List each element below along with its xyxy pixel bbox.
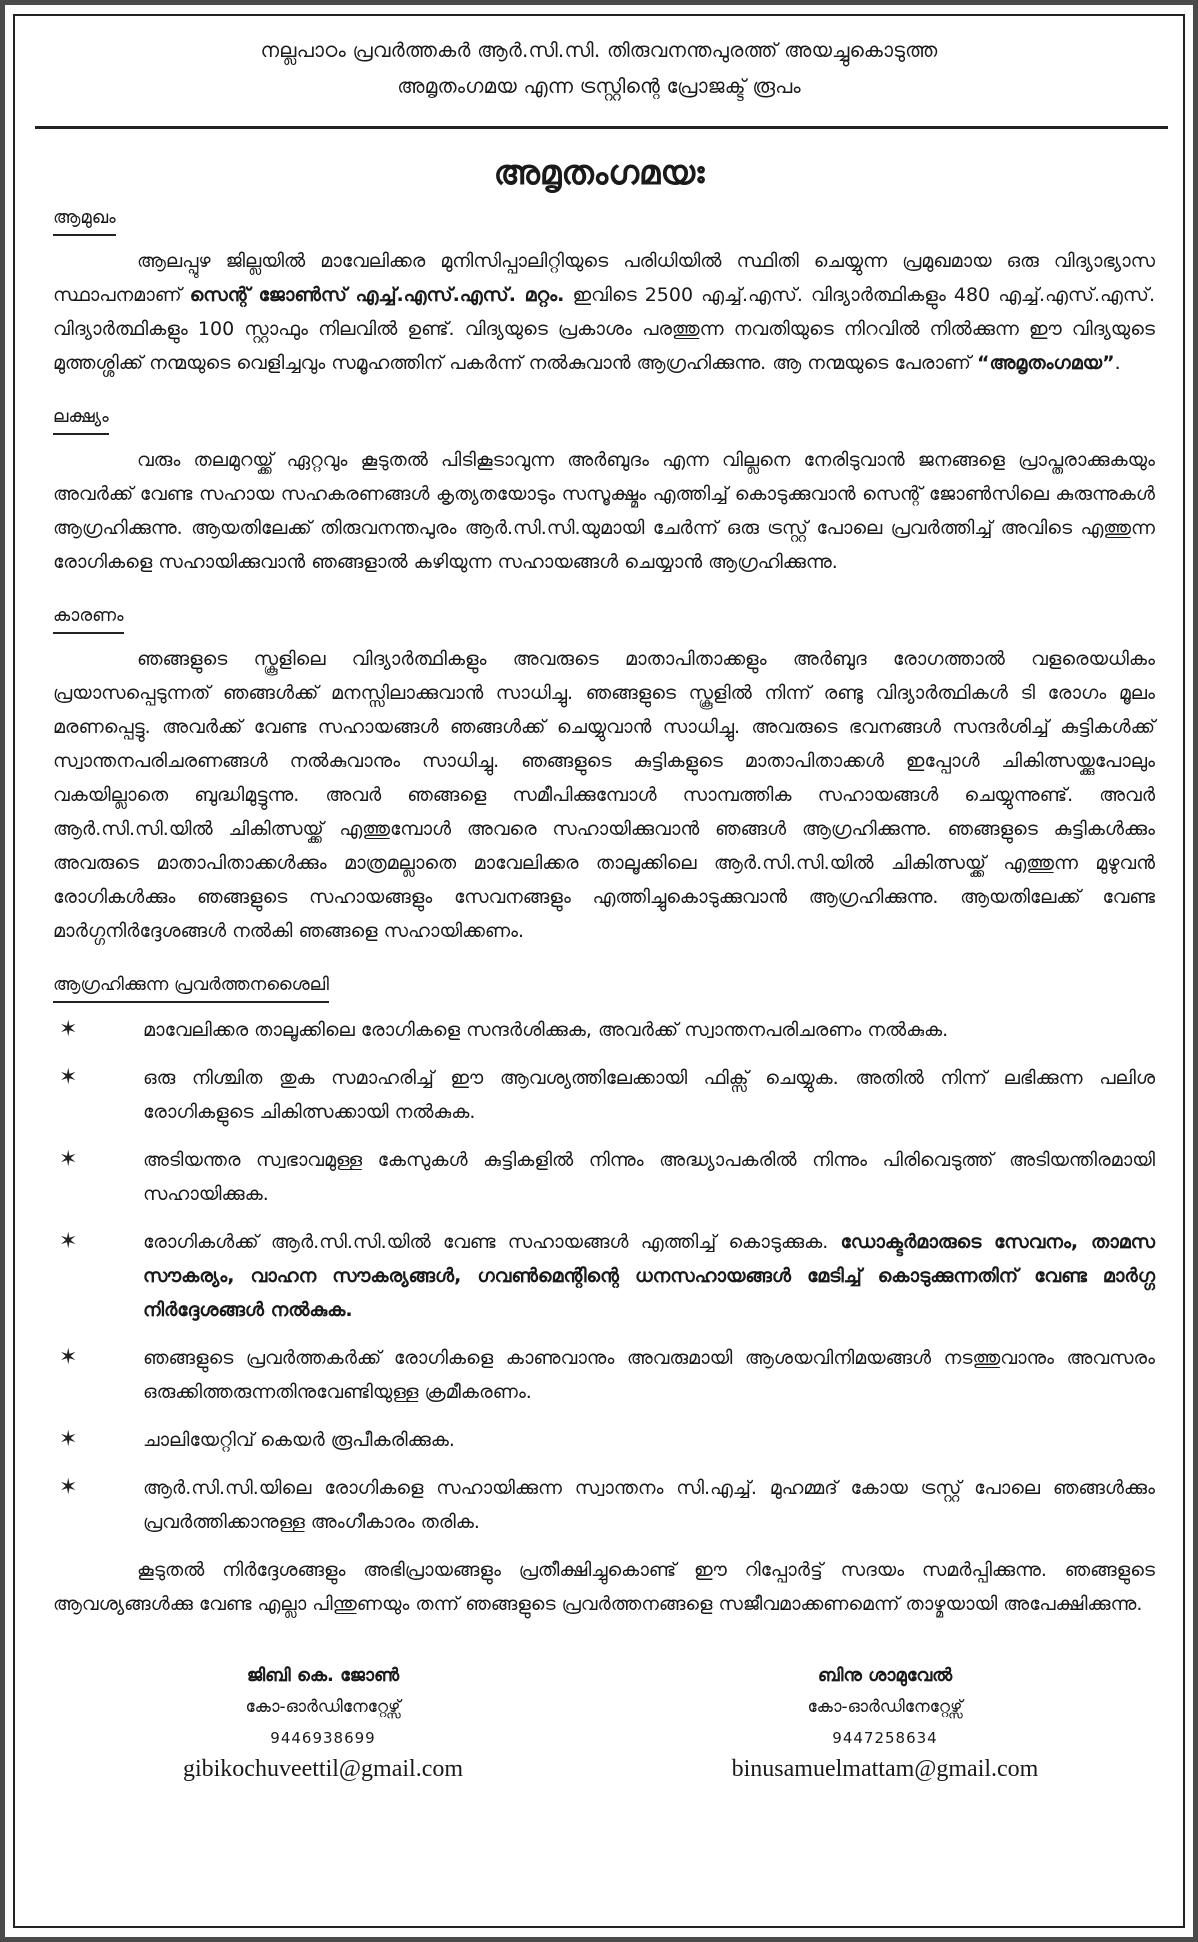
intro-paragraph	[53, 244, 1155, 380]
document-border	[13, 14, 1185, 1928]
list-item	[53, 1013, 1155, 1047]
star-bullet-icon: ✶	[59, 1147, 78, 1172]
star-bullet-icon: ✶	[59, 1345, 78, 1370]
star-bullet-icon: ✶	[59, 1475, 78, 1500]
section-method	[53, 962, 1155, 1539]
list-item-text	[143, 1423, 1155, 1457]
signatory-name: ജിബി കെ. ജോൺ	[246, 1665, 400, 1686]
signature-block	[53, 1661, 1155, 1785]
item-bold-text: ഡോക്ടർമാരുടെ സേവനം, താമസ സൗകര്യം, വാഹന സൗകര്യങ്ങൾ, ഗവൺമെന്റിന്റെ ധനസഹായങ്ങൾ മേടിച്ച് കൊടുക്കുന്നതിന് വേണ്ട മാർഗ്ഗ നിർദ്ദേശങ്ങൾ നൽകുക.	[143, 1231, 1155, 1321]
intro-text-b: ഇവിടെ 2500 എച്ച്.എസ്. വിദ്യാർത്ഥികളും 480 എച്ച്.എസ്.എസ്. വിദ്യാർത്ഥികളും 100 സ്റ്റാഫും നിലവിൽ ഉണ്ട്. വിദ്യയുടെ പ്രകാശം പരത്തുന്ന നവതിയുടെ നിറവിൽ നിൽക്കുന്ന ഈ വിദ്യയുടെ മുത്തശ്ശിക്ക് നന്മയുടെ വെളിച്ചവും സമൂഹത്തിന് പകർന്ന് നൽകുവാൻ ആഗ്രഹിക്കുന്നു. ആ നന്മയുടെ പേരാണ്	[53, 284, 1155, 374]
list-item-text	[143, 1471, 1155, 1539]
section-intro	[53, 195, 1155, 380]
section-goal	[53, 394, 1155, 579]
school-name: സെന്റ് ജോൺസ് എച്ച്.എസ്.എസ്. മറ്റം.	[189, 284, 565, 306]
intro-text-c: .	[1114, 352, 1121, 374]
method-list	[53, 1013, 1155, 1539]
item-text: രോഗികൾക്ക് ആർ.സി.സി.യിൽ വേണ്ട സഹായങ്ങൾ എത്തിച്ച് കൊടുക്കുക.	[143, 1231, 841, 1253]
document-header	[15, 16, 1183, 104]
star-bullet-icon: ✶	[59, 1427, 78, 1452]
signatory-right	[675, 1661, 1095, 1785]
list-item	[53, 1423, 1155, 1457]
goal-paragraph: വരും തലമുറയ്ക്ക് ഏറ്റവും കൂടുതൽ പിടികൂടാവുന്ന അർബുദം എന്ന വില്ലനെ നേരിടുവാൻ ജനങ്ങളെ പ്രാപ്തരാക്കുകയും അവർക്ക് വേണ്ട സഹായ സഹകരണങ്ങൾ കൃത്യതയോടും സസൂക്ഷ്മം എത്തിച്ച് കൊടുക്കുവാൻ സെന്റ് ജോൺസിലെ കുരുന്നുകൾ ആഗ്രഹിക്കുന്നു. ആയതിലേക്ക് തിരുവനന്തപുരം ആർ.സി.സി.യുമായി ചേർന്ന് ഒരു ട്രസ്റ്റ് പോലെ പ്രവർത്തിച്ച് അവിടെ എത്തുന്ന രോഗികളെ സഹായിക്കുവാൻ ഞങ്ങളാൽ കഴിയുന്ന സഹായങ്ങൾ ചെയ്യാൻ ആഗ്രഹിക്കുന്നു.	[53, 449, 1155, 573]
scanned-page	[5, 5, 1193, 1937]
list-item-text	[143, 1013, 1155, 1047]
project-name-quote: “അമൃതംഗമയ”	[976, 352, 1115, 374]
document-body	[15, 195, 1183, 1785]
document-title: അമൃതംഗമയഃ	[493, 153, 705, 193]
list-item-text	[143, 1061, 1155, 1129]
list-item	[53, 1341, 1155, 1409]
list-item-text	[143, 1225, 1155, 1327]
reason-paragraph: ഞങ്ങളുടെ സ്കൂളിലെ വിദ്യാർത്ഥികളും അവരുടെ മാതാപിതാക്കളും അർബുദ രോഗത്താൽ വളരെയധികം പ്രയാസപ്പെടുന്നത് ഞങ്ങൾക്ക് മനസ്സിലാക്കുവാൻ സാധിച്ചു. ഞങ്ങളുടെ സ്കൂളിൽ നിന്ന് രണ്ടു വിദ്യാർത്ഥികൾ ടി രോഗം മൂലം മരണപ്പെട്ടു. അവർക്ക് വേണ്ട സഹായങ്ങൾ ഞങ്ങൾക്ക് ചെയ്യുവാൻ സാധിച്ചു. അവരുടെ ഭവനങ്ങൾ സന്ദർശിച്ച് കുട്ടികൾക്ക് സ്വാന്തനപരിചരണങ്ങൾ നൽകുവാനും സാധിച്ചു. ഞങ്ങളുടെ കുട്ടികളുടെ മാതാപിതാക്കൾ ഇപ്പോൾ ചികിത്സയ്ക്കുപോലും വകയില്ലാതെ ബുദ്ധിമുട്ടുന്നു. അവർ ഞങ്ങളെ സമീപിക്കുമ്പോൾ സാമ്പത്തിക സഹായങ്ങൾ ചെയ്യുന്നുണ്ട്. അവർ ആർ.സി.സി.യിൽ ചികിത്സയ്ക്ക് എത്തുമ്പോൾ അവരെ സഹായിക്കുവാൻ ഞങ്ങൾ ആഗ്രഹിക്കുന്നു. ഞങ്ങളുടെ കുട്ടികൾക്കും അവരുടെ മാതാപിതാക്കൾക്കും മാത്രമല്ലാതെ മാവേലിക്കര താലൂക്കിലെ ആർ.സി.സി.യിൽ ചികിത്സയ്ക്ക് എത്തുന്ന മുഴുവൻ രോഗികൾക്കും ഞങ്ങളുടെ സഹായങ്ങളും സേവനങ്ങളും എത്തിച്ചുകൊടുക്കുവാൻ ആഗ്രഹിക്കുന്നു. ആയതിലേക്ക് വേണ്ട മാർഗ്ഗനിർദ്ദേശങ്ങൾ നൽകി ഞങ്ങളെ സഹായിക്കണം.	[53, 648, 1155, 942]
star-bullet-icon: ✶	[59, 1065, 78, 1090]
item-text: ആർ.സി.സി.യിലെ രോഗികളെ സഹായിക്കുന്ന സ്വാന്തനം സി.എച്ച്. മുഹമ്മദ് കോയ ട്രസ്റ്റ് പോലെ ഞങ്ങൾക്കും പ്രവർത്തിക്കാനുള്ള അംഗീകാരം തരിക.	[143, 1477, 1155, 1533]
closing-paragraph: കൂടുതൽ നിർദ്ദേശങ്ങളും അഭിപ്രായങ്ങളും പ്രതീക്ഷിച്ചുകൊണ്ട് ഈ റിപ്പോർട്ട് സദയം സമർപ്പിക്കുന്നു. ഞങ്ങളുടെ ആവശ്യങ്ങൾക്കു വേണ്ട എല്ലാ പിന്തുണയും തന്ന് ഞങ്ങളുടെ പ്രവർത്തനങ്ങളെ സജീവമാക്കണമെന്ന് താഴ്മയായി അപേക്ഷിക്കുന്നു.	[53, 1559, 1155, 1615]
section-heading-method: ആഗ്രഹിക്കുന്ന പ്രവർത്തനശൈലി	[53, 972, 329, 1003]
header-line-1: നല്ലപാഠം പ്രവർത്തകർ ആർ.സി.സി. തിരുവനന്തപുരത്ത് അയച്ചുകൊടുത്ത	[260, 38, 938, 62]
signatory-phone: 9447258634	[832, 1729, 938, 1747]
section-reason	[53, 593, 1155, 948]
item-text: ചാലിയേറ്റിവ് കെയർ രൂപീകരിക്കുക.	[143, 1429, 455, 1451]
item-text: ഒരു നിശ്ചിത തുക സമാഹരിച്ച് ഈ ആവശ്യത്തിലേക്കായി ഫിക്സ് ചെയ്യുക. അതിൽ നിന്ന് ലഭിക്കുന്ന പലിശ രോഗികളുടെ ചികിത്സക്കായി നൽകുക.	[143, 1067, 1155, 1123]
signatory-left	[113, 1661, 533, 1785]
list-item	[53, 1061, 1155, 1129]
signatory-role: കോ-ഓർഡിനേറ്റേഴ്സ്	[807, 1697, 963, 1717]
section-heading-goal: ലക്ഷ്യം	[53, 404, 109, 435]
section-heading-intro: ആമുഖം	[53, 205, 116, 236]
signatory-role: കോ-ഓർഡിനേറ്റേഴ്സ്	[245, 1697, 401, 1717]
list-item	[53, 1143, 1155, 1211]
star-bullet-icon: ✶	[59, 1017, 78, 1042]
list-item	[53, 1471, 1155, 1539]
item-text: ഞങ്ങളുടെ പ്രവർത്തകർക്ക് രോഗികളെ കാണുവാനും അവരുമായി ആശയവിനിമയങ്ങൾ നടത്തുവാനും അവസരം ഒരുക്കിത്തരുന്നതിനുവേണ്ടിയുള്ള ക്രമീകരണം.	[143, 1347, 1155, 1403]
signatory-phone: 9446938699	[270, 1729, 376, 1747]
star-bullet-icon: ✶	[59, 1229, 78, 1254]
signatory-email: binusamuelmattam@gmail.com	[731, 1756, 1039, 1782]
list-item	[53, 1225, 1155, 1327]
item-text: മാവേലിക്കര താലൂക്കിലെ രോഗികളെ സന്ദർശിക്കുക, അവർക്ക് സ്വാന്തനപരിചരണം നൽകുക.	[143, 1019, 949, 1041]
item-text: അടിയന്തര സ്വഭാവമുള്ള കേസുകൾ കുട്ടികളിൽ നിന്നും അദ്ധ്യാപകരിൽ നിന്നും പിരിവെടുത്ത് അടിയന്തിരമായി സഹായിക്കുക.	[143, 1149, 1155, 1205]
intro-text-a: ആലപ്പുഴ ജില്ലയിൽ മാവേലിക്കര മുനിസിപ്പാലിറ്റിയുടെ പരിധിയിൽ സ്ഥിതി ചെയ്യുന്ന പ്രമുഖമായ ഒരു വിദ്യാഭ്യാസ സ്ഥാപനമാണ്	[53, 250, 1155, 306]
header-divider	[35, 126, 1168, 129]
signatory-email: gibikochuveettil@gmail.com	[182, 1756, 464, 1782]
list-item-text	[143, 1341, 1155, 1409]
signatory-name: ബിനു ശാമുവേൽ	[817, 1665, 953, 1686]
section-heading-reason: കാരണം	[53, 603, 124, 634]
list-item-text	[143, 1143, 1155, 1211]
header-line-2: അമൃതംഗമയ എന്ന ട്രസ്റ്റിന്റെ പ്രോജക്ട് രൂപം	[397, 74, 801, 98]
